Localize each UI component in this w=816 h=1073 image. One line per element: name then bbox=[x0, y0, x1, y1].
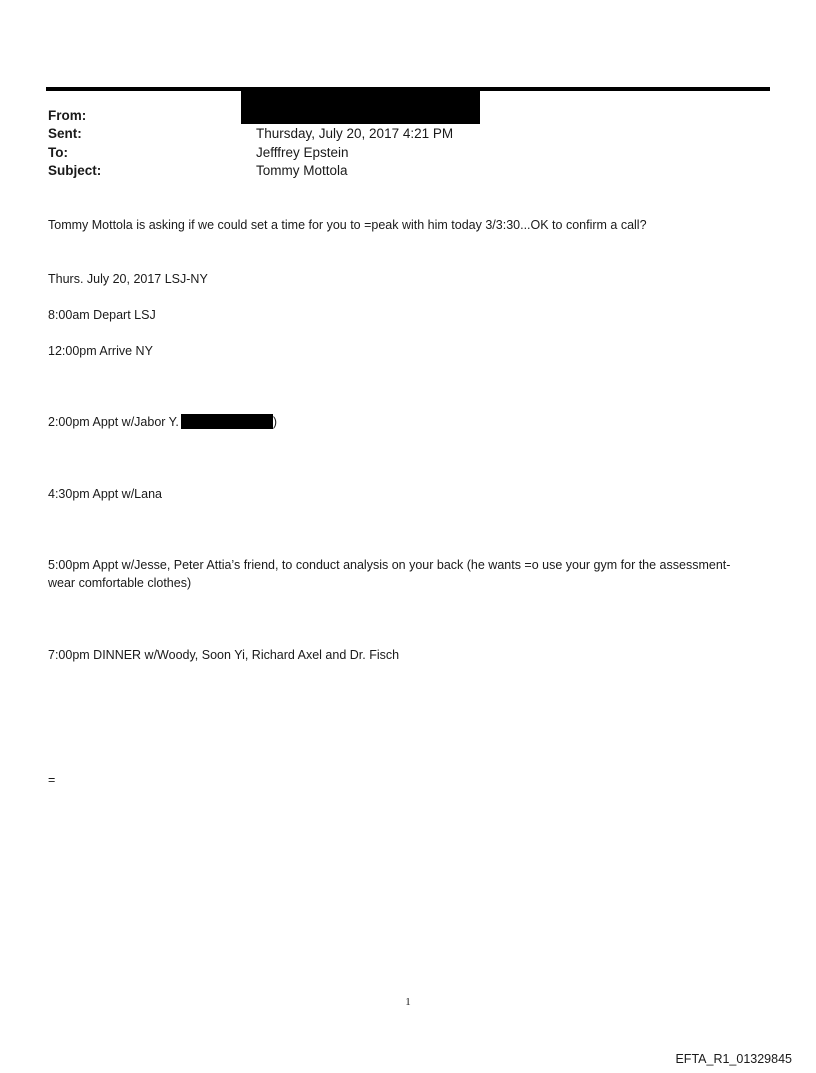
from-label: From: bbox=[48, 108, 87, 123]
appt-jabor-paren: ) bbox=[272, 415, 278, 429]
body-appt-jesse: 5:00pm Appt w/Jesse, Peter Attia’s friend, to conduct analysis on your back (he wants =o use your gym for the assessment-wear comfortable clothes) bbox=[48, 558, 731, 590]
body-dinner: 7:00pm DINNER w/Woody, Soon Yi, Richard Axel and Dr. Fisch bbox=[48, 648, 400, 662]
redaction-jabor bbox=[181, 414, 273, 429]
body-appt-jabor bbox=[48, 413, 748, 431]
body-date-line: Thurs. July 20, 2017 LSJ-NY bbox=[48, 272, 208, 286]
sent-value: Thursday, July 20, 2017 4:21 PM bbox=[256, 126, 454, 141]
subject-value: Tommy Mottola bbox=[256, 163, 348, 178]
to-label: To: bbox=[48, 145, 68, 160]
subject-label: Subject: bbox=[48, 163, 102, 178]
appt-jabor-text: 2:00pm Appt w/Jabor Y. bbox=[48, 415, 179, 429]
body-trailing: = bbox=[48, 773, 56, 787]
body-depart: 8:00am Depart LSJ bbox=[48, 308, 156, 322]
body-intro: Tommy Mottola is asking if we could set a time for you to =peak with him today 3/3:30...OK to confirm a call? bbox=[48, 218, 647, 232]
body-arrive: 12:00pm Arrive NY bbox=[48, 344, 153, 358]
to-value: Jefffrey Epstein bbox=[256, 145, 349, 160]
sent-label: Sent: bbox=[48, 126, 82, 141]
bates-number: EFTA_R1_01329845 bbox=[675, 1052, 792, 1066]
body-appt-lana: 4:30pm Appt w/Lana bbox=[48, 487, 162, 501]
redaction-from bbox=[241, 91, 480, 124]
page-number: 1 bbox=[405, 996, 411, 1008]
